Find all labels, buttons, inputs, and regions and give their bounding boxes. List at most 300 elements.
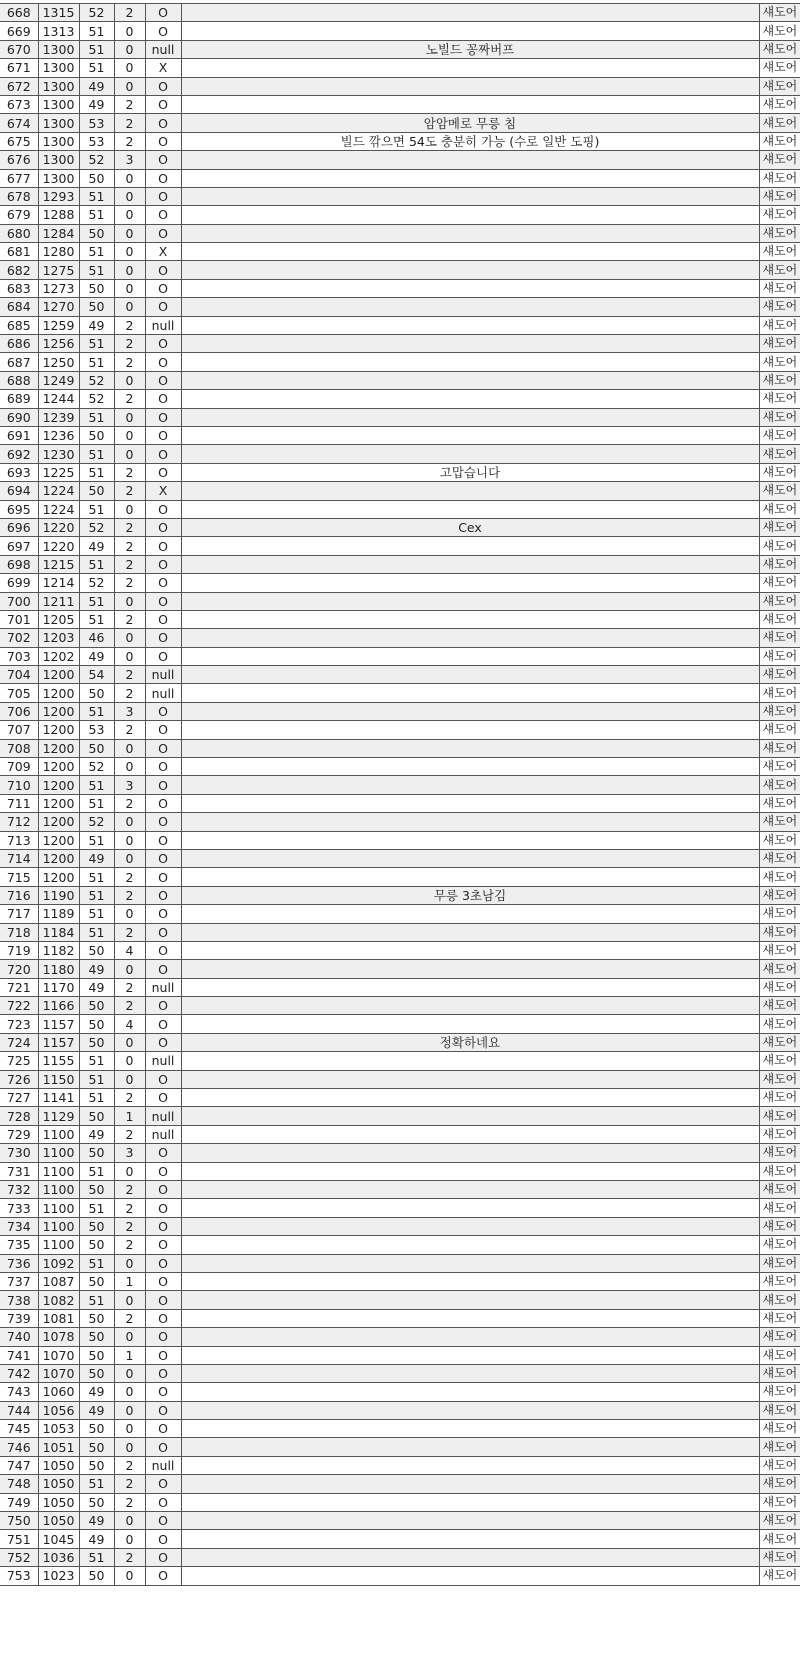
table-row xyxy=(0,1089,800,1107)
cell-count: 0 xyxy=(114,500,145,518)
cell-name: 섀도어 xyxy=(759,500,800,518)
cell-comment xyxy=(181,353,759,371)
cell-count: 0 xyxy=(114,59,145,77)
cell-count: 2 xyxy=(114,463,145,481)
cell-level: 50 xyxy=(79,279,114,297)
cell-rank: 731 xyxy=(0,1162,38,1180)
cell-name: 섀도어 xyxy=(759,463,800,481)
cell-level: 49 xyxy=(79,1383,114,1401)
cell-score: 1155 xyxy=(38,1052,79,1070)
cell-rank: 715 xyxy=(0,868,38,886)
cell-comment xyxy=(181,77,759,95)
cell-level: 51 xyxy=(79,353,114,371)
cell-comment xyxy=(181,960,759,978)
table-row xyxy=(0,1475,800,1493)
cell-comment xyxy=(181,224,759,242)
cell-rank: 751 xyxy=(0,1530,38,1548)
cell-score: 1050 xyxy=(38,1512,79,1530)
cell-level: 49 xyxy=(79,1512,114,1530)
cell-comment xyxy=(181,4,759,22)
cell-level: 51 xyxy=(79,59,114,77)
cell-level: 49 xyxy=(79,978,114,996)
cell-comment xyxy=(181,647,759,665)
table-row xyxy=(0,1254,800,1272)
cell-comment xyxy=(181,1364,759,1382)
cell-rank: 703 xyxy=(0,647,38,665)
cell-level: 50 xyxy=(79,426,114,444)
cell-comment xyxy=(181,1162,759,1180)
cell-count: 2 xyxy=(114,886,145,904)
cell-status: null xyxy=(145,1052,181,1070)
cell-level: 51 xyxy=(79,187,114,205)
cell-level: 52 xyxy=(79,4,114,22)
cell-score: 1190 xyxy=(38,886,79,904)
cell-comment xyxy=(181,22,759,40)
cell-level: 52 xyxy=(79,758,114,776)
cell-score: 1180 xyxy=(38,960,79,978)
cell-count: 0 xyxy=(114,905,145,923)
cell-level: 50 xyxy=(79,1144,114,1162)
cell-name: 섀도어 xyxy=(759,279,800,297)
cell-score: 1200 xyxy=(38,849,79,867)
cell-name: 섀도어 xyxy=(759,316,800,334)
table-row xyxy=(0,758,800,776)
cell-rank: 692 xyxy=(0,445,38,463)
cell-level: 51 xyxy=(79,243,114,261)
cell-count: 2 xyxy=(114,721,145,739)
cell-rank: 700 xyxy=(0,592,38,610)
cell-name: 섀도어 xyxy=(759,960,800,978)
table-row xyxy=(0,1309,800,1327)
cell-rank: 742 xyxy=(0,1364,38,1382)
cell-comment xyxy=(181,1475,759,1493)
cell-level: 49 xyxy=(79,1401,114,1419)
cell-level: 53 xyxy=(79,132,114,150)
cell-score: 1288 xyxy=(38,206,79,224)
cell-rank: 696 xyxy=(0,518,38,536)
cell-name: 섀도어 xyxy=(759,1162,800,1180)
cell-score: 1100 xyxy=(38,1125,79,1143)
cell-score: 1100 xyxy=(38,1144,79,1162)
cell-level: 51 xyxy=(79,445,114,463)
cell-level: 50 xyxy=(79,1438,114,1456)
cell-level: 51 xyxy=(79,22,114,40)
cell-rank: 669 xyxy=(0,22,38,40)
cell-status: O xyxy=(145,1420,181,1438)
cell-score: 1200 xyxy=(38,702,79,720)
cell-status: O xyxy=(145,886,181,904)
cell-comment xyxy=(181,1107,759,1125)
cell-comment xyxy=(181,1254,759,1272)
cell-name: 섀도어 xyxy=(759,941,800,959)
cell-comment: 노빌드 꽁짜버프 xyxy=(181,40,759,58)
cell-score: 1220 xyxy=(38,518,79,536)
cell-rank: 694 xyxy=(0,482,38,500)
cell-score: 1050 xyxy=(38,1456,79,1474)
cell-status: O xyxy=(145,335,181,353)
cell-comment xyxy=(181,1530,759,1548)
cell-score: 1300 xyxy=(38,95,79,113)
cell-name: 섀도어 xyxy=(759,905,800,923)
cell-comment xyxy=(181,1383,759,1401)
cell-score: 1157 xyxy=(38,1033,79,1051)
cell-comment xyxy=(181,298,759,316)
cell-count: 0 xyxy=(114,1512,145,1530)
cell-name: 섀도어 xyxy=(759,1052,800,1070)
cell-score: 1256 xyxy=(38,335,79,353)
cell-rank: 735 xyxy=(0,1236,38,1254)
table-row xyxy=(0,1217,800,1235)
cell-comment xyxy=(181,1328,759,1346)
cell-rank: 716 xyxy=(0,886,38,904)
cell-score: 1300 xyxy=(38,40,79,58)
cell-count: 2 xyxy=(114,335,145,353)
cell-count: 0 xyxy=(114,831,145,849)
cell-status: O xyxy=(145,1254,181,1272)
table-row xyxy=(0,353,800,371)
cell-rank: 722 xyxy=(0,997,38,1015)
cell-level: 51 xyxy=(79,555,114,573)
cell-name: 섀도어 xyxy=(759,1144,800,1162)
cell-rank: 710 xyxy=(0,776,38,794)
table-row xyxy=(0,923,800,941)
cell-status: O xyxy=(145,1291,181,1309)
cell-name: 섀도어 xyxy=(759,1401,800,1419)
cell-score: 1100 xyxy=(38,1217,79,1235)
cell-comment xyxy=(181,500,759,518)
cell-name: 섀도어 xyxy=(759,335,800,353)
cell-rank: 737 xyxy=(0,1272,38,1290)
table-row xyxy=(0,1199,800,1217)
cell-score: 1087 xyxy=(38,1272,79,1290)
cell-score: 1220 xyxy=(38,537,79,555)
cell-comment xyxy=(181,1181,759,1199)
table-row xyxy=(0,831,800,849)
cell-name: 섀도어 xyxy=(759,132,800,150)
cell-score: 1070 xyxy=(38,1346,79,1364)
cell-score: 1141 xyxy=(38,1089,79,1107)
cell-rank: 674 xyxy=(0,114,38,132)
cell-comment xyxy=(181,684,759,702)
table-row xyxy=(0,243,800,261)
cell-name: 섀도어 xyxy=(759,77,800,95)
cell-level: 52 xyxy=(79,151,114,169)
cell-name: 섀도어 xyxy=(759,555,800,573)
cell-score: 1225 xyxy=(38,463,79,481)
table-row xyxy=(0,1512,800,1530)
cell-comment xyxy=(181,702,759,720)
cell-count: 0 xyxy=(114,849,145,867)
cell-name: 섀도어 xyxy=(759,243,800,261)
cell-status: O xyxy=(145,500,181,518)
cell-name: 섀도어 xyxy=(759,40,800,58)
table-row xyxy=(0,40,800,58)
table-row xyxy=(0,1144,800,1162)
cell-name: 섀도어 xyxy=(759,629,800,647)
table-row xyxy=(0,1236,800,1254)
cell-count: 2 xyxy=(114,794,145,812)
cell-comment xyxy=(181,537,759,555)
cell-name: 섀도어 xyxy=(759,1089,800,1107)
cell-level: 50 xyxy=(79,1493,114,1511)
cell-name: 섀도어 xyxy=(759,849,800,867)
cell-rank: 739 xyxy=(0,1309,38,1327)
cell-count: 0 xyxy=(114,261,145,279)
cell-level: 51 xyxy=(79,463,114,481)
cell-status: O xyxy=(145,1217,181,1235)
cell-rank: 704 xyxy=(0,666,38,684)
cell-score: 1300 xyxy=(38,132,79,150)
cell-score: 1053 xyxy=(38,1420,79,1438)
cell-rank: 753 xyxy=(0,1567,38,1585)
cell-rank: 744 xyxy=(0,1401,38,1419)
cell-rank: 687 xyxy=(0,353,38,371)
cell-count: 0 xyxy=(114,813,145,831)
cell-level: 50 xyxy=(79,298,114,316)
cell-status: null xyxy=(145,316,181,334)
cell-level: 49 xyxy=(79,316,114,334)
cell-comment xyxy=(181,371,759,389)
cell-score: 1050 xyxy=(38,1475,79,1493)
cell-count: 3 xyxy=(114,1144,145,1162)
cell-rank: 726 xyxy=(0,1070,38,1088)
cell-rank: 749 xyxy=(0,1493,38,1511)
cell-count: 0 xyxy=(114,187,145,205)
cell-level: 51 xyxy=(79,206,114,224)
cell-level: 51 xyxy=(79,905,114,923)
cell-rank: 738 xyxy=(0,1291,38,1309)
cell-comment xyxy=(181,482,759,500)
cell-score: 1224 xyxy=(38,500,79,518)
cell-count: 2 xyxy=(114,1125,145,1143)
cell-name: 섀도어 xyxy=(759,1456,800,1474)
cell-count: 0 xyxy=(114,758,145,776)
cell-comment xyxy=(181,445,759,463)
cell-count: 0 xyxy=(114,298,145,316)
cell-level: 50 xyxy=(79,1181,114,1199)
cell-status: O xyxy=(145,1199,181,1217)
cell-count: 2 xyxy=(114,1475,145,1493)
cell-comment xyxy=(181,1070,759,1088)
cell-level: 51 xyxy=(79,1199,114,1217)
cell-level: 50 xyxy=(79,224,114,242)
cell-count: 0 xyxy=(114,592,145,610)
cell-name: 섀도어 xyxy=(759,1512,800,1530)
cell-status: O xyxy=(145,1364,181,1382)
cell-rank: 691 xyxy=(0,426,38,444)
cell-status: null xyxy=(145,1107,181,1125)
table-row xyxy=(0,371,800,389)
table-row xyxy=(0,151,800,169)
cell-score: 1236 xyxy=(38,426,79,444)
cell-comment xyxy=(181,1548,759,1566)
cell-level: 51 xyxy=(79,1070,114,1088)
cell-level: 46 xyxy=(79,629,114,647)
cell-name: 섀도어 xyxy=(759,684,800,702)
table-row xyxy=(0,279,800,297)
cell-count: 2 xyxy=(114,316,145,334)
cell-count: 2 xyxy=(114,114,145,132)
table-row xyxy=(0,1456,800,1474)
cell-rank: 684 xyxy=(0,298,38,316)
cell-rank: 713 xyxy=(0,831,38,849)
table-row xyxy=(0,261,800,279)
cell-name: 섀도어 xyxy=(759,1475,800,1493)
cell-rank: 702 xyxy=(0,629,38,647)
cell-score: 1092 xyxy=(38,1254,79,1272)
table-row xyxy=(0,941,800,959)
cell-comment xyxy=(181,868,759,886)
table-row xyxy=(0,187,800,205)
cell-name: 섀도어 xyxy=(759,22,800,40)
cell-count: 0 xyxy=(114,243,145,261)
cell-comment xyxy=(181,95,759,113)
cell-score: 1300 xyxy=(38,151,79,169)
table-row xyxy=(0,574,800,592)
cell-count: 0 xyxy=(114,1420,145,1438)
cell-level: 51 xyxy=(79,1052,114,1070)
cell-count: 0 xyxy=(114,1033,145,1051)
cell-status: O xyxy=(145,1493,181,1511)
cell-status: null xyxy=(145,1125,181,1143)
cell-level: 51 xyxy=(79,500,114,518)
cell-score: 1200 xyxy=(38,739,79,757)
cell-score: 1100 xyxy=(38,1162,79,1180)
cell-name: 섀도어 xyxy=(759,1070,800,1088)
cell-status: O xyxy=(145,1309,181,1327)
cell-level: 51 xyxy=(79,1475,114,1493)
table-row xyxy=(0,1401,800,1419)
cell-score: 1129 xyxy=(38,1107,79,1125)
cell-comment xyxy=(181,831,759,849)
cell-score: 1200 xyxy=(38,776,79,794)
cell-count: 2 xyxy=(114,353,145,371)
cell-status: O xyxy=(145,77,181,95)
table-row xyxy=(0,1181,800,1199)
cell-status: O xyxy=(145,1015,181,1033)
cell-score: 1215 xyxy=(38,555,79,573)
cell-rank: 668 xyxy=(0,4,38,22)
table-row xyxy=(0,1420,800,1438)
cell-status: O xyxy=(145,794,181,812)
cell-name: 섀도어 xyxy=(759,261,800,279)
cell-score: 1100 xyxy=(38,1181,79,1199)
table-row xyxy=(0,1493,800,1511)
cell-name: 섀도어 xyxy=(759,445,800,463)
cell-rank: 699 xyxy=(0,574,38,592)
table-row xyxy=(0,849,800,867)
cell-comment xyxy=(181,555,759,573)
cell-comment xyxy=(181,776,759,794)
cell-status: O xyxy=(145,1512,181,1530)
cell-count: 0 xyxy=(114,224,145,242)
cell-status: O xyxy=(145,905,181,923)
cell-score: 1273 xyxy=(38,279,79,297)
cell-status: O xyxy=(145,831,181,849)
cell-comment xyxy=(181,666,759,684)
table-row xyxy=(0,868,800,886)
cell-name: 섀도어 xyxy=(759,997,800,1015)
cell-level: 49 xyxy=(79,960,114,978)
cell-rank: 740 xyxy=(0,1328,38,1346)
cell-comment xyxy=(181,1493,759,1511)
cell-level: 51 xyxy=(79,1291,114,1309)
cell-count: 0 xyxy=(114,445,145,463)
cell-count: 2 xyxy=(114,610,145,628)
cell-status: O xyxy=(145,592,181,610)
cell-level: 49 xyxy=(79,849,114,867)
cell-count: 3 xyxy=(114,702,145,720)
cell-rank: 708 xyxy=(0,739,38,757)
cell-count: 2 xyxy=(114,684,145,702)
cell-name: 섀도어 xyxy=(759,1015,800,1033)
cell-rank: 743 xyxy=(0,1383,38,1401)
cell-comment xyxy=(181,59,759,77)
cell-level: 51 xyxy=(79,261,114,279)
cell-name: 섀도어 xyxy=(759,1309,800,1327)
cell-rank: 676 xyxy=(0,151,38,169)
cell-name: 섀도어 xyxy=(759,1107,800,1125)
cell-status: O xyxy=(145,518,181,536)
cell-name: 섀도어 xyxy=(759,1364,800,1382)
cell-level: 51 xyxy=(79,40,114,58)
table-row xyxy=(0,22,800,40)
cell-status: null xyxy=(145,684,181,702)
cell-name: 섀도어 xyxy=(759,923,800,941)
cell-rank: 736 xyxy=(0,1254,38,1272)
cell-status: O xyxy=(145,1475,181,1493)
cell-name: 섀도어 xyxy=(759,187,800,205)
cell-level: 50 xyxy=(79,1567,114,1585)
cell-count: 4 xyxy=(114,941,145,959)
cell-count: 3 xyxy=(114,151,145,169)
table-row xyxy=(0,1125,800,1143)
cell-score: 1150 xyxy=(38,1070,79,1088)
cell-status: O xyxy=(145,1438,181,1456)
cell-score: 1082 xyxy=(38,1291,79,1309)
cell-status: O xyxy=(145,1401,181,1419)
cell-rank: 697 xyxy=(0,537,38,555)
cell-score: 1214 xyxy=(38,574,79,592)
table-row xyxy=(0,463,800,481)
cell-count: 2 xyxy=(114,518,145,536)
cell-level: 50 xyxy=(79,1346,114,1364)
table-row xyxy=(0,169,800,187)
cell-level: 50 xyxy=(79,1328,114,1346)
cell-score: 1051 xyxy=(38,1438,79,1456)
cell-status: O xyxy=(145,776,181,794)
cell-count: 1 xyxy=(114,1346,145,1364)
cell-count: 0 xyxy=(114,22,145,40)
cell-score: 1259 xyxy=(38,316,79,334)
cell-level: 51 xyxy=(79,702,114,720)
table-row xyxy=(0,1438,800,1456)
cell-rank: 729 xyxy=(0,1125,38,1143)
table-row xyxy=(0,1015,800,1033)
cell-rank: 732 xyxy=(0,1181,38,1199)
cell-status: O xyxy=(145,1548,181,1566)
cell-status: O xyxy=(145,151,181,169)
cell-name: 섀도어 xyxy=(759,592,800,610)
cell-status: O xyxy=(145,758,181,776)
cell-rank: 681 xyxy=(0,243,38,261)
cell-status: O xyxy=(145,132,181,150)
cell-rank: 693 xyxy=(0,463,38,481)
cell-count: 2 xyxy=(114,997,145,1015)
cell-count: 0 xyxy=(114,77,145,95)
table-row xyxy=(0,702,800,720)
cell-count: 2 xyxy=(114,132,145,150)
